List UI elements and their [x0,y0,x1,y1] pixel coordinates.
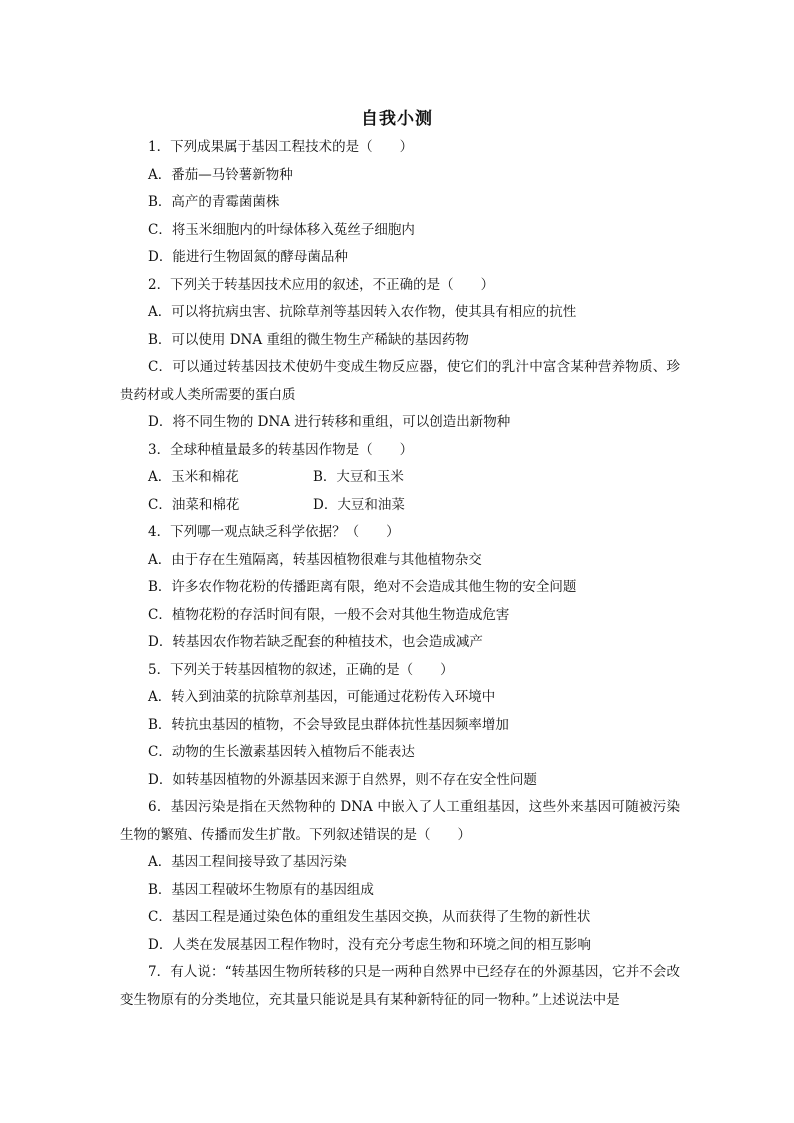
question-5-option-b: B．转抗虫基因的植物，不会导致昆虫群体抗性基因频率增加 [148,716,509,733]
question-2-stem: 2．下列关于转基因技术应用的叙述，不正确的是（ ） [148,276,495,293]
question-5-option-d: D．如转基因植物的外源基因来源于自然界，则不存在安全性问题 [148,771,537,788]
question-6 [120,794,680,959]
question-5-stem: 5．下列关于转基因植物的叙述，正确的是（ ） [148,661,454,678]
question-6-option-b: B．基因工程破坏生物原有的基因组成 [148,881,374,898]
question-2-option-c: C．可以通过转基因技术使奶牛变成生物反应器，使它们的乳汁中富含某种营养物质、珍贵药材或人类所需要的蛋白质 [120,359,680,403]
question-list [120,134,680,1014]
question-3-options-row-2 [120,492,680,520]
question-6-stem: 6．基因污染是指在天然物种的 DNA 中嵌入了人工重组基因，这些外来基因可随被污染生物的繁殖、传播而发生扩散。下列叙述错误的是（ ） [120,799,680,843]
question-7-stem: 7．有人说：“转基因生物所转移的只是一两种自然界中已经存在的外源基因，它并不会改变生物原有的分类地位，充其量只能说是具有某种新特征的同一物种。”上述说法中是 [120,964,680,1008]
question-1-option-b: B．高产的青霉菌菌株 [148,194,280,210]
question-3-option-c: C．油菜和棉花 [148,496,240,513]
question-6-option-a: A．基因工程间接导致了基因污染 [148,854,347,870]
question-3-stem: 3．全球种植量最多的转基因作物是（ ） [148,441,414,458]
question-4 [120,519,680,657]
question-7 [120,959,680,1014]
question-3 [120,437,680,520]
question-3-options-row-1 [120,464,680,492]
page-title: 自我小测 [361,109,433,129]
question-4-option-c: C．植物花粉的存活时间有限，一般不会对其他生物造成危害 [148,606,510,623]
question-4-option-d: D．转基因农作物若缺乏配套的种植技术，也会造成减产 [148,634,483,650]
question-1-stem: 1．下列成果属于基因工程技术的是（ ） [148,139,414,155]
question-2-option-b: B．可以使用 DNA 重组的微生物生产稀缺的基因药物 [148,331,469,348]
question-2-option-a: A．可以将抗病虫害、抗除草剂等基因转入农作物，使其具有相应的抗性 [148,304,577,320]
question-3-option-d: D．大豆和油菜 [313,496,405,513]
question-3-option-b: B．大豆和玉米 [313,469,404,485]
question-1-option-a: A．番茄—马铃薯新物种 [148,166,293,183]
question-5 [120,657,680,795]
question-5-option-c: C．动物的生长激素基因转入植物后不能表达 [148,744,415,760]
question-5-option-a: A．转入到油菜的抗除草剂基因，可能通过花粉传入环境中 [148,689,496,705]
question-1-option-d: D．能进行生物固氮的酵母菌品种 [148,249,348,265]
question-2 [120,272,680,437]
question-2-option-d: D．将不同生物的 DNA 进行转移和重组，可以创造出新物种 [148,414,511,430]
question-3-option-a: A．玉米和棉花 [148,469,239,485]
question-4-option-b: B．许多农作物花粉的传播距离有限，绝对不会造成其他生物的安全问题 [148,579,577,595]
question-4-stem: 4．下列哪一观点缺乏科学依据？（ ） [148,524,400,540]
question-4-option-a: A．由于存在生殖隔离，转基因植物很难与其他植物杂交 [148,551,482,568]
question-6-option-d: D．人类在发展基因工程作物时，没有充分考虑生物和环境之间的相互影响 [148,936,591,953]
question-6-option-c: C．基因工程是通过染色体的重组发生基因交换，从而获得了生物的新性状 [148,909,591,925]
question-1 [120,134,680,272]
question-1-option-c: C．将玉米细胞内的叶绿体移入菟丝子细胞内 [148,221,415,238]
